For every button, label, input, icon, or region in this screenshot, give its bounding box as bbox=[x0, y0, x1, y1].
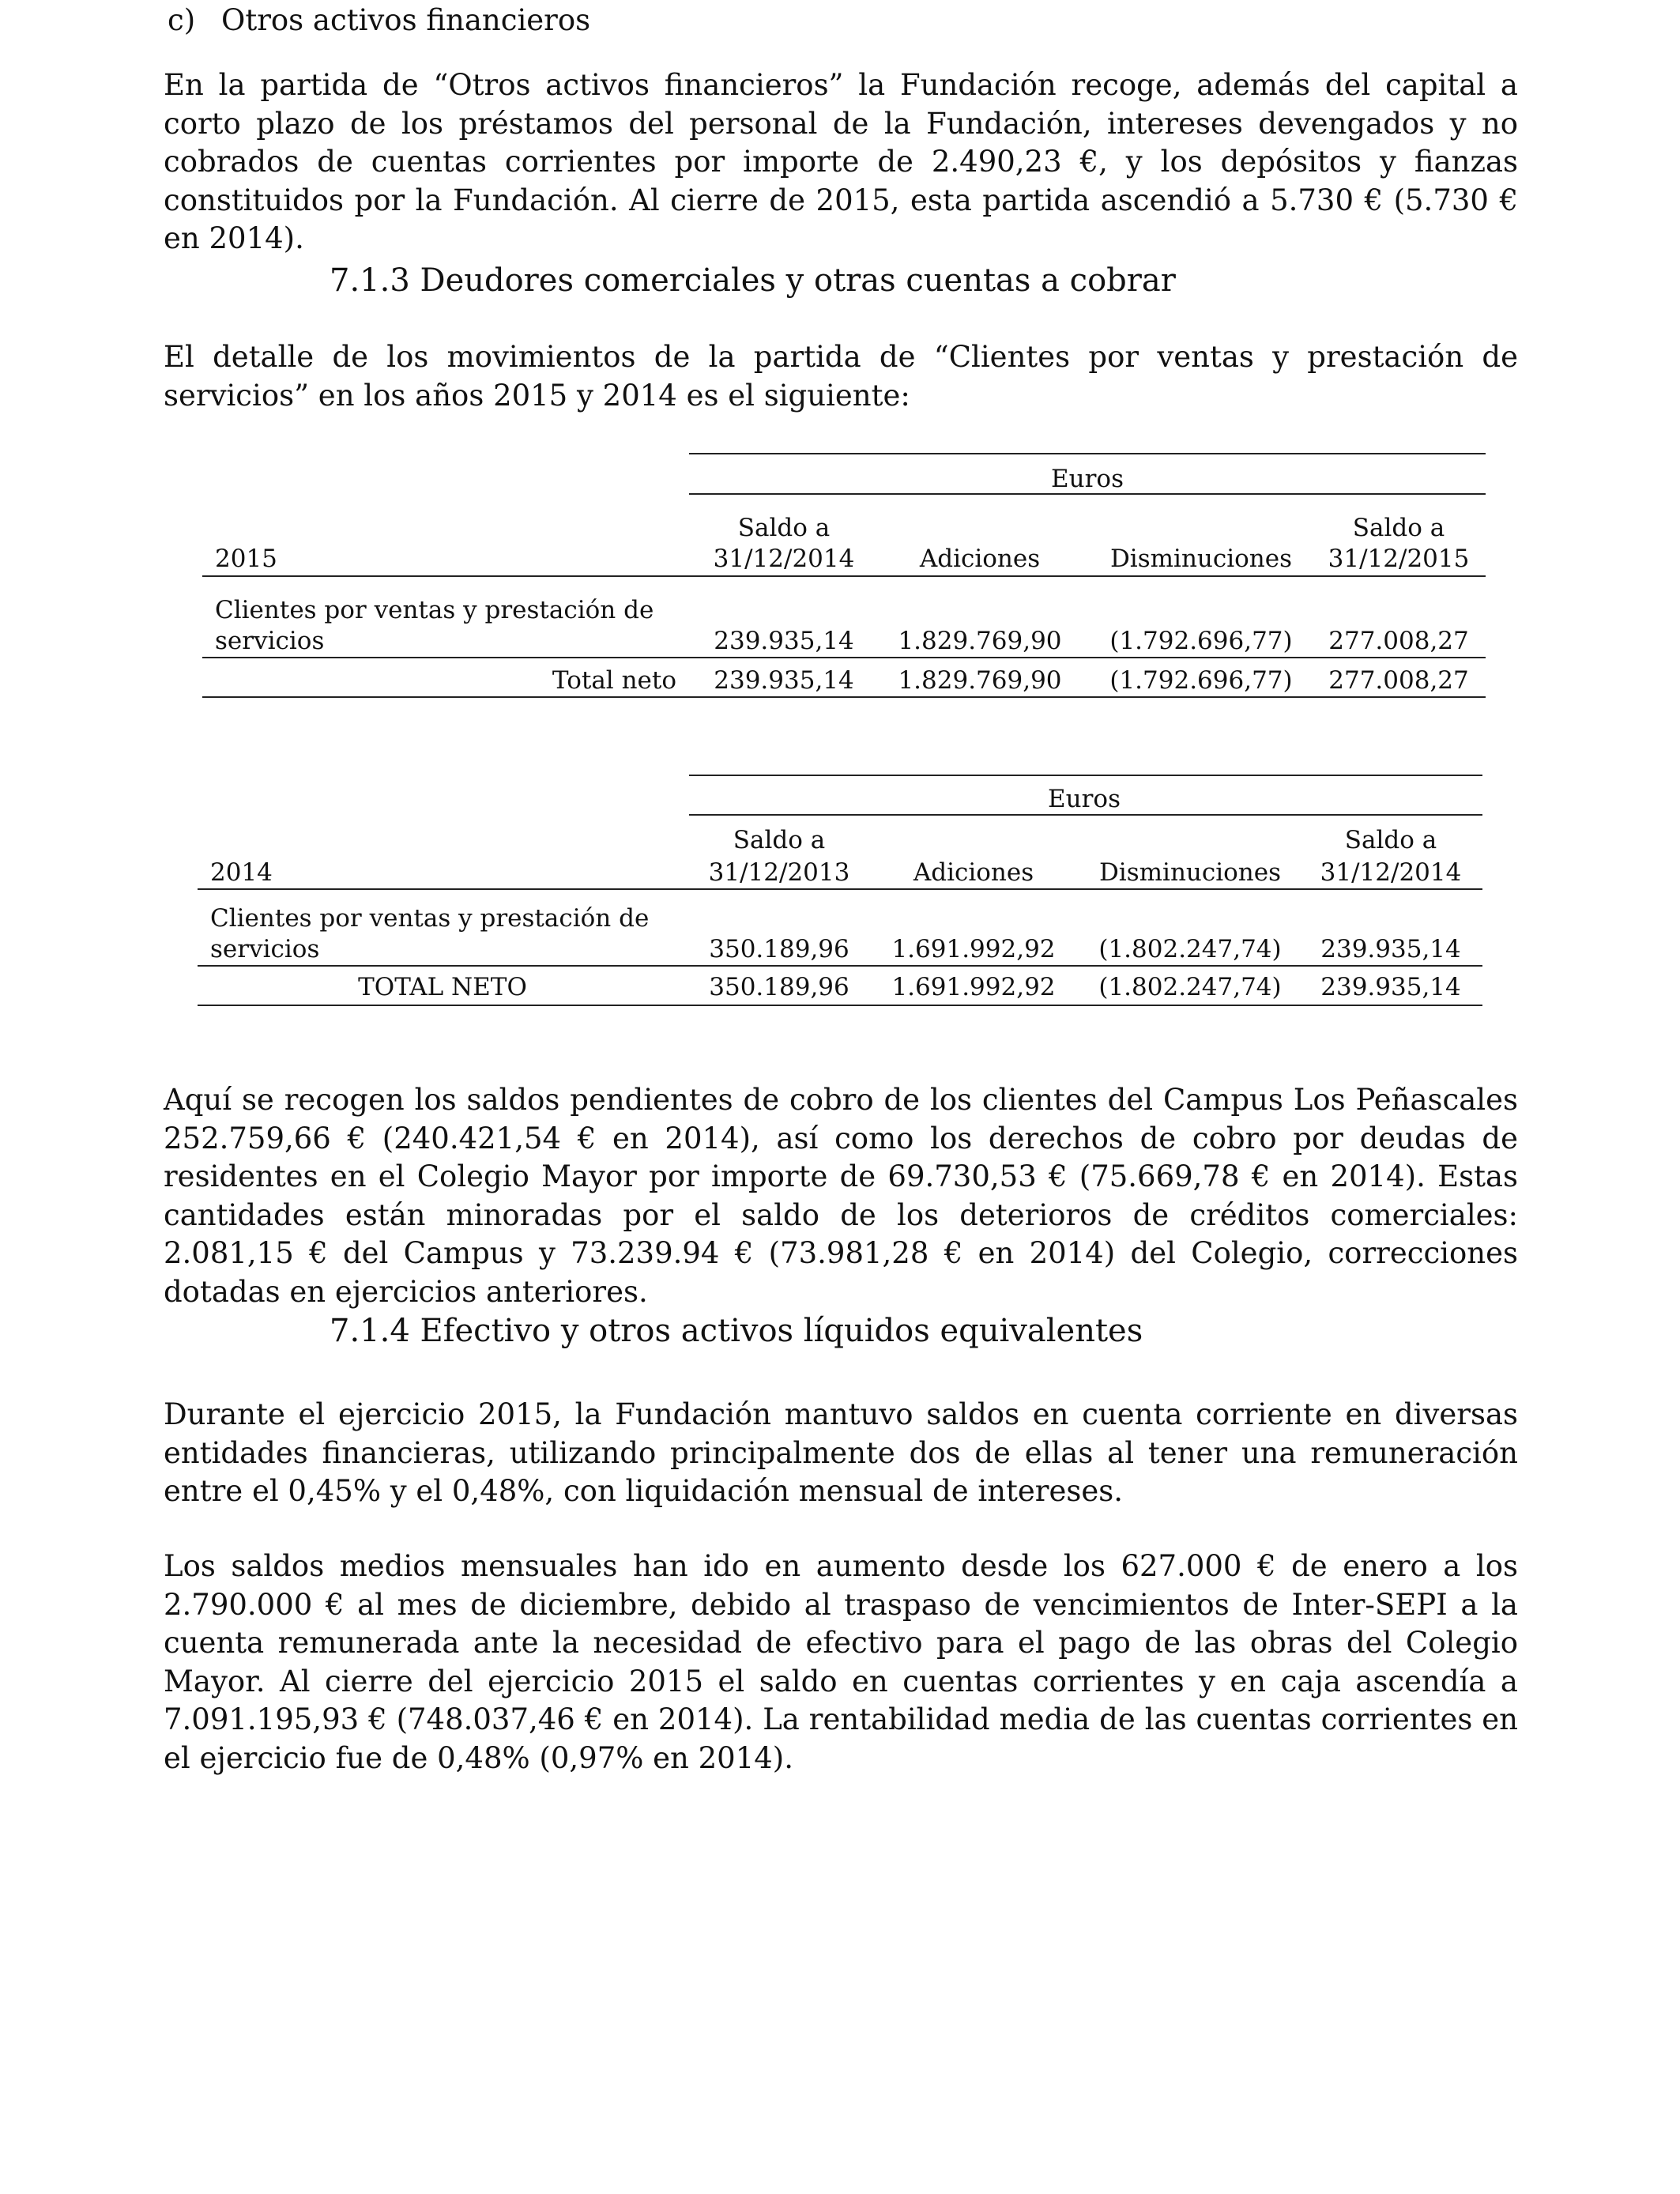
cell-disminuciones: (1.802.247,74) bbox=[1098, 935, 1282, 963]
table-rule-group bbox=[689, 814, 1482, 816]
total-adiciones: 1.691.992,92 bbox=[891, 973, 1056, 1001]
col-header-adiciones: Adiciones bbox=[913, 858, 1034, 887]
subheading-text: Otros activos financieros bbox=[221, 3, 591, 37]
cell-saldo-ini: 350.189,96 bbox=[709, 935, 849, 963]
table-rule-top bbox=[689, 775, 1482, 776]
cell-disminuciones: (1.792.696,77) bbox=[1109, 627, 1293, 655]
table-year-label: 2015 bbox=[215, 545, 277, 573]
row-label-line1: Clientes por ventas y prestación de bbox=[210, 904, 650, 933]
col-header-disminuciones: Disminuciones bbox=[1109, 545, 1293, 573]
col-header-saldo-fin-line1: Saldo a bbox=[1344, 826, 1437, 854]
total-disminuciones: (1.802.247,74) bbox=[1098, 973, 1282, 1001]
total-saldo-ini: 350.189,96 bbox=[709, 973, 849, 1001]
col-header-saldo-fin-line1: Saldo a bbox=[1352, 514, 1445, 542]
row-label-line2: servicios bbox=[215, 627, 325, 655]
table-year-label: 2014 bbox=[210, 858, 273, 887]
total-saldo-fin: 239.935,14 bbox=[1320, 973, 1461, 1001]
table-2014 bbox=[0, 0, 1680, 1027]
cell-saldo-fin: 239.935,14 bbox=[1320, 935, 1461, 963]
total-label: Total neto bbox=[552, 666, 676, 695]
table-rule-row bbox=[198, 965, 1482, 967]
paragraph-ejercicio-2015: Durante el ejercicio 2015, la Fundación mantuvo saldos en cuenta corriente en diversas entidades financieras, utilizando principalmente dos de ellas al tener una remuneración entre el 0,45% y el 0,48%, con liquidación mensual de intereses. bbox=[164, 1397, 1518, 1508]
total-disminuciones: (1.792.696,77) bbox=[1109, 666, 1293, 695]
total-saldo-ini: 239.935,14 bbox=[714, 666, 854, 695]
cell-saldo-fin: 277.008,27 bbox=[1328, 627, 1469, 655]
cell-saldo-ini: 239.935,14 bbox=[714, 627, 854, 655]
paragraph-detalle: El detalle de los movimientos de la partida de “Clientes por ventas y prestación de servicios” en los años 2015 y 2014 es el siguiente: bbox=[164, 340, 1518, 413]
col-header-saldo-ini-line2: 31/12/2013 bbox=[708, 858, 850, 887]
total-label: TOTAL NETO bbox=[358, 973, 527, 1001]
col-header-saldo-ini-line1: Saldo a bbox=[737, 514, 831, 542]
col-header-saldo-fin-line2: 31/12/2015 bbox=[1328, 545, 1470, 573]
total-adiciones: 1.829.769,90 bbox=[898, 666, 1062, 695]
col-header-saldo-ini-line2: 31/12/2014 bbox=[713, 545, 855, 573]
cell-adiciones: 1.691.992,92 bbox=[891, 935, 1056, 963]
cell-adiciones: 1.829.769,90 bbox=[898, 627, 1062, 655]
table-rule-bottom bbox=[198, 1005, 1482, 1006]
col-header-saldo-ini-line1: Saldo a bbox=[733, 826, 826, 854]
row-label-line1: Clientes por ventas y prestación de bbox=[215, 596, 654, 624]
table-rule-header bbox=[198, 888, 1482, 890]
row-label-line2: servicios bbox=[210, 935, 320, 963]
paragraph-otros-activos: En la partida de “Otros activos financieros” la Fundación recoge, además del capital a corto plazo de los préstamos del personal de la Fundación, intereses devengados y no cobrados de cuentas corrientes por importe de 2.490,23 €, y los depósitos y fianzas constituidos por la Fundación. Al cierre de 2015, esta partida ascendió a 5.730 € (5.730 € en 2014). bbox=[164, 68, 1518, 255]
col-header-adiciones: Adiciones bbox=[919, 545, 1041, 573]
paragraph-saldos-pendientes: Aquí se recogen los saldos pendientes de cobro de los clientes del Campus Los Peñascales 252.759,66 € (240.421,54 € en 2014), así como los derechos de cobro por deudas de residentes en el Colegio Mayor por importe de 69.730,53 € (75.669,78 € en 2014). Estas cantidades están minoradas por el saldo de los deterioros de créditos comerciales: 2.081,15 € del Campus y 73.239.94 € (73.981,28 € en 2014) del Colegio, correcciones dotadas en ejercicios anteriores. bbox=[164, 1083, 1518, 1309]
paragraph-saldos-medios: Los saldos medios mensuales han ido en aumento desde los 627.000 € de enero a los 2.790.000 € al mes de diciembre, debido al traspaso de vencimientos de Inter-SEPI a la cuenta remunerada ante la necesidad de efectivo para el pago de las obras del Colegio Mayor. Al cierre del ejercicio 2015 el saldo en cuentas corrientes y en caja ascendía a 7.091.195,93 € (748.037,46 € en 2014). La rentabilidad media de las cuentas corrientes en el ejercicio fue de 0,48% (0,97% en 2014). bbox=[164, 1549, 1518, 1775]
section-title-713: 7.1.3 Deudores comerciales y otras cuentas a cobrar bbox=[330, 262, 1176, 299]
col-header-disminuciones: Disminuciones bbox=[1098, 858, 1282, 887]
section-title-714: 7.1.4 Efectivo y otros activos líquidos equivalentes bbox=[330, 1313, 1143, 1349]
total-saldo-fin: 277.008,27 bbox=[1328, 666, 1469, 695]
group-header-euros: Euros bbox=[1051, 465, 1124, 493]
col-header-saldo-fin-line2: 31/12/2014 bbox=[1320, 858, 1462, 887]
list-marker: c) bbox=[168, 3, 196, 37]
group-header-euros: Euros bbox=[1048, 785, 1121, 813]
